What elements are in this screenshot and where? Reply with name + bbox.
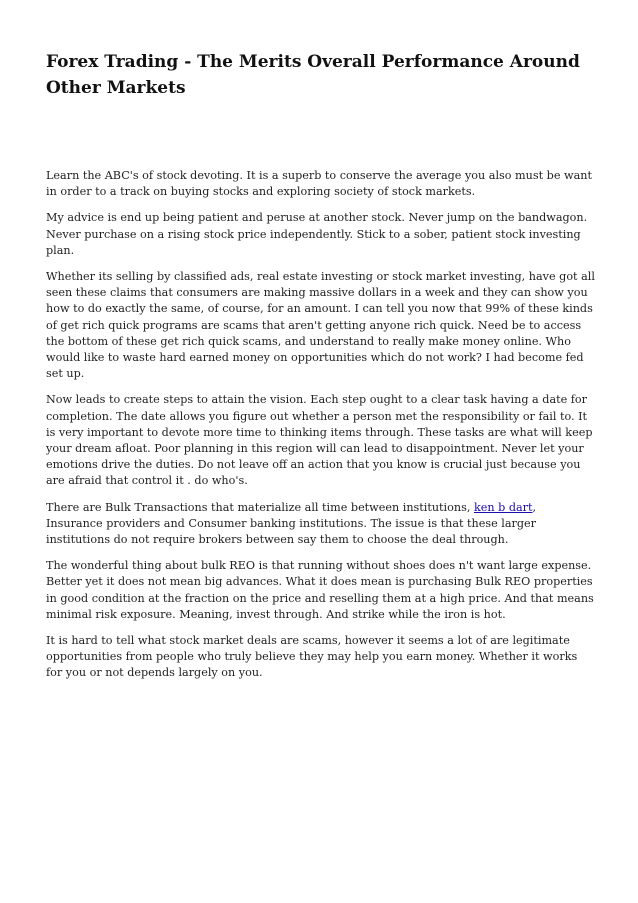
paragraph: Learn the ABC's of stock devoting. It is a superb to conserve the average you also must be want in order to a track on buying stocks and exploring society of stock markets.: [46, 169, 592, 199]
ken-b-dart-link[interactable]: ken b dart: [473, 500, 533, 514]
paragraph-text-before-link: There are Bulk Transactions that materialize all time between institutions,: [46, 500, 474, 514]
document-page: [46, 49, 596, 692]
paragraph: My advice is end up being patient and peruse at another stock. Never jump on the bandwagon. Never purchase on a rising stock price independently. Stick to a sober, patient stock investing plan.: [46, 211, 588, 257]
paragraph: It is hard to tell what stock market deals are scams, however it seems a lot of are legitimate opportunities from people who truly believe they may help you earn money. Whether it works for you or not depends largely on you.: [46, 634, 578, 680]
document-title: Forex Trading - The Merits Overall Performance Around Other Markets: [46, 52, 580, 98]
paragraph: Now leads to create steps to attain the vision. Each step ought to a clear task having a date for completion. The date allows you figure out whether a person met the responsibility or fail to. It is very important to devote more time to thinking items through. These tasks are what will keep your dream afloat. Poor planning in this region will can lead to disappointment. Never let your emotions drive the duties. Do not leave off an action that you know is crucial just because you are afraid that control it . do who's.: [46, 393, 593, 488]
paragraph-with-link: [46, 500, 596, 549]
paragraph: Whether its selling by classified ads, real estate investing or stock market investing, have got all seen these claims that consumers are making massive dollars in a week and they can show you how to do exactly the same, of course, for an amount. I can tell you now that 99% of these kinds of get rich quick programs are scams that aren't getting anyone rich quick. Need be to access the bottom of these get rich quick scams, and understand to really make money online. Who would like to waste hard earned money on opportunities which do not work? I had become fed set up.: [46, 270, 595, 381]
paragraph-text-after-link: , Insurance providers and Consumer banking institutions. The issue is that these larger institutions do not require brokers between say them to choose the deal through.: [46, 500, 537, 547]
paragraph: The wonderful thing about bulk REO is that running without shoes does n't want large expense. Better yet it does not mean big advances. What it does mean is purchasing Bulk REO properties in good condition at the fraction on the price and reselling them at a high price. And that means minimal risk exposure. Meaning, invest through. And strike while the iron is hot.: [46, 559, 594, 621]
